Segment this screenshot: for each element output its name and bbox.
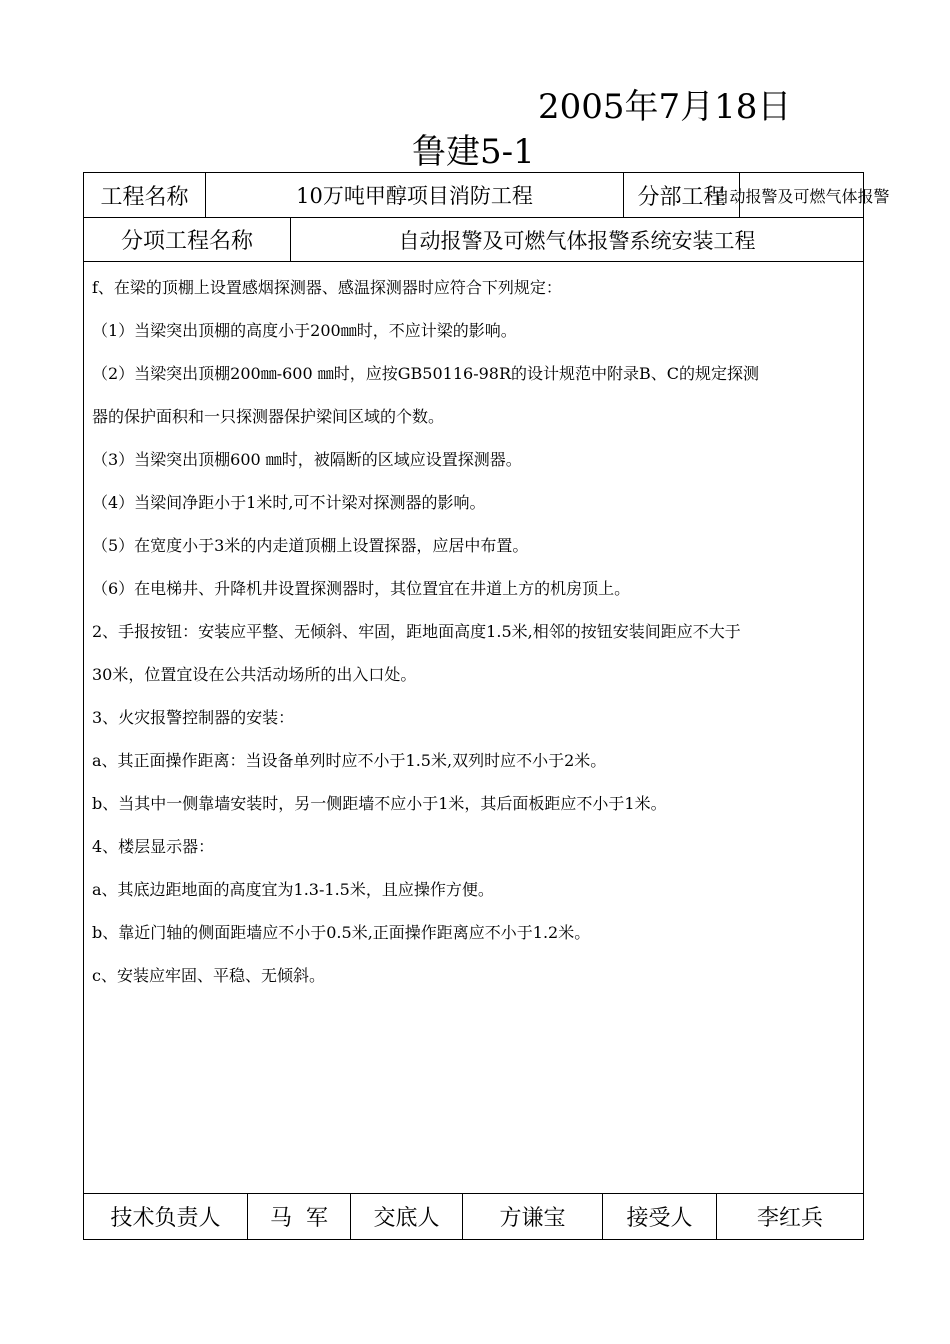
content-line: b、靠近门轴的侧面距墙应不小于0.5米,正面操作距离应不小于1.2米。 — [92, 923, 591, 942]
disclosure-content — [84, 262, 863, 1193]
document-date: 2005年7月18日 — [538, 87, 792, 127]
tech-lead-label: 技术负责人 — [84, 1194, 248, 1239]
content-line: （1）当梁突出顶棚的高度小于200㎜时，不应计梁的影响。 — [92, 321, 517, 340]
division-label: 分部工程 — [624, 173, 740, 217]
project-name-label: 工程名称 — [84, 173, 206, 217]
subitem-name-value: 自动报警及可燃气体报警系统安装工程 — [398, 228, 756, 253]
subitem-name-label: 分项工程名称 — [84, 218, 291, 261]
content-line: 4、楼层显示器： — [92, 837, 215, 856]
content-line: （3）当梁突出顶棚600 ㎜时，被隔断的区域应设置探测器。 — [92, 450, 522, 469]
content-line: 器的保护面积和一只探测器保护梁间区域的个数。 — [92, 407, 445, 426]
division-value: 自动报警及可燃气体报警 — [713, 186, 890, 206]
signature-row — [84, 1193, 863, 1239]
content-line: （2）当梁突出顶棚200㎜-600 ㎜时，应按GB50116-98R的设计规范中附录B、C的规定探测 — [92, 364, 760, 383]
content-line: a、其正面操作距离：当设备单列时应不小于1.5米,双列时应不小于2米。 — [92, 751, 607, 770]
content-line: 2、手报按钮：安装应平整、无倾斜、牢固，距地面高度1.5米,相邻的按钮安装间距应不大于 — [92, 622, 741, 641]
project-name-value: 10万吨甲醇项目消防工程 — [206, 173, 624, 217]
disclosure-form-table — [83, 172, 890, 1240]
content-line: （4）当梁间净距小于1米时,可不计梁对探测器的影响。 — [92, 493, 486, 512]
handover-name: 方谦宝 — [463, 1194, 603, 1239]
handover-label: 交底人 — [351, 1194, 463, 1239]
content-line: 3、火灾报警控制器的安装： — [92, 708, 295, 727]
content-line: （6）在电梯井、升降机井设置探测器时，其位置宜在井道上方的机房顶上。 — [92, 579, 631, 598]
content-line: （5）在宽度小于3米的内走道顶棚上设置探器，应居中布置。 — [92, 536, 529, 555]
project-row — [84, 173, 890, 218]
subitem-row — [84, 218, 863, 262]
content-line: b、当其中一侧靠墙安装时，另一侧距墙不应小于1米，其后面板距应不小于1米。 — [92, 794, 667, 813]
content-line: c、安装应牢固、平稳、无倾斜。 — [92, 966, 325, 985]
tech-lead-name: 马 军 — [248, 1194, 351, 1239]
document-number: 鲁建5-1 — [412, 132, 535, 172]
content-line: a、其底边距地面的高度宜为1.3-1.5米，且应操作方便。 — [92, 880, 494, 899]
content-line: 30米，位置宜设在公共活动场所的出入口处。 — [92, 665, 417, 684]
content-line: f、在梁的顶棚上设置感烟探测器、感温探测器时应符合下列规定： — [92, 278, 562, 297]
receiver-name: 李红兵 — [756, 1206, 823, 1231]
receiver-label: 接受人 — [603, 1194, 717, 1239]
